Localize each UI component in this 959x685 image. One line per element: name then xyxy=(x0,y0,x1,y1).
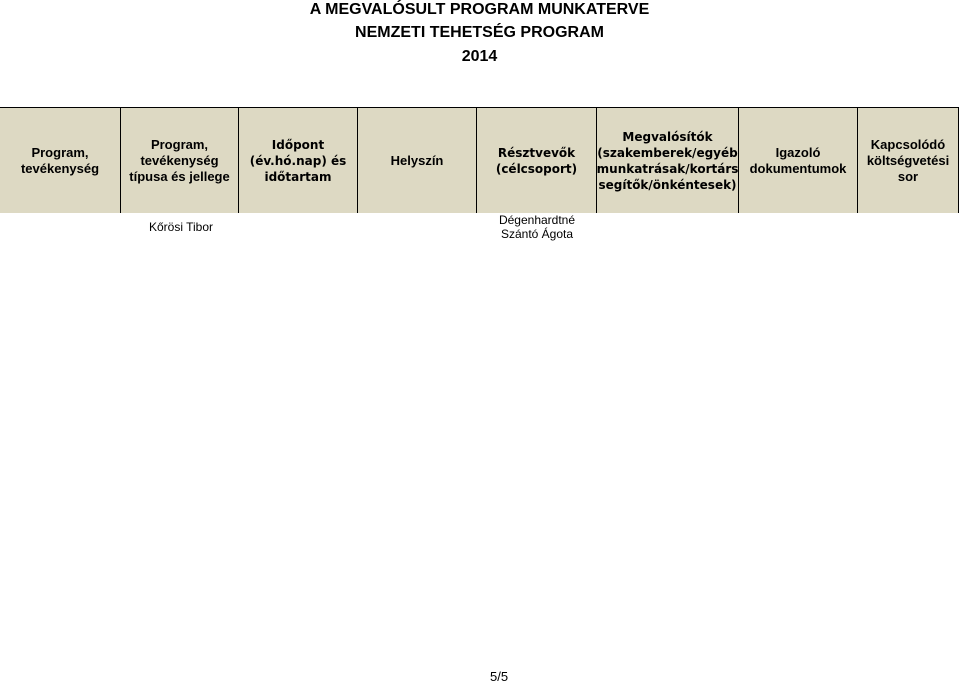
header-date xyxy=(239,107,358,213)
header-label: Igazoló dokumentumok xyxy=(749,144,847,176)
page-number: 5/5 xyxy=(490,669,509,684)
header-program xyxy=(0,107,121,213)
header-label: Megvalósítók (szakemberek/egyéb munkatrásak/kortárs segítők/önkéntesek) xyxy=(596,129,739,192)
title-line-3: 2014 xyxy=(461,48,498,65)
header-label: Program, tevékenység típusa és jellege xyxy=(129,136,230,184)
title-line-2: NEMZETI TEHETSÉG PROGRAM xyxy=(355,24,604,41)
title-line-1: A MEGVALÓSULT PROGRAM MUNKATERVE xyxy=(309,1,650,18)
header-label: Helyszín xyxy=(390,152,444,168)
header-documents xyxy=(739,107,858,213)
header-implementers xyxy=(597,107,739,213)
header-label: Időpont (év.hó.nap) és időtartam xyxy=(249,137,347,184)
header-participants xyxy=(477,107,597,213)
header-budget-line xyxy=(858,107,959,213)
table-header-row xyxy=(0,107,959,214)
header-label: Résztvevők (célcsoport) xyxy=(495,145,578,176)
header-label: Kapcsolódó költségvetési sor xyxy=(866,136,950,184)
row-cell-name: Kőrösi Tibor xyxy=(149,220,214,234)
header-location xyxy=(358,107,477,213)
header-program-type xyxy=(121,107,239,213)
header-label: Program, tevékenység xyxy=(20,144,100,176)
row-cell-name: Dégenhardtné Szántó Ágota xyxy=(498,213,576,241)
